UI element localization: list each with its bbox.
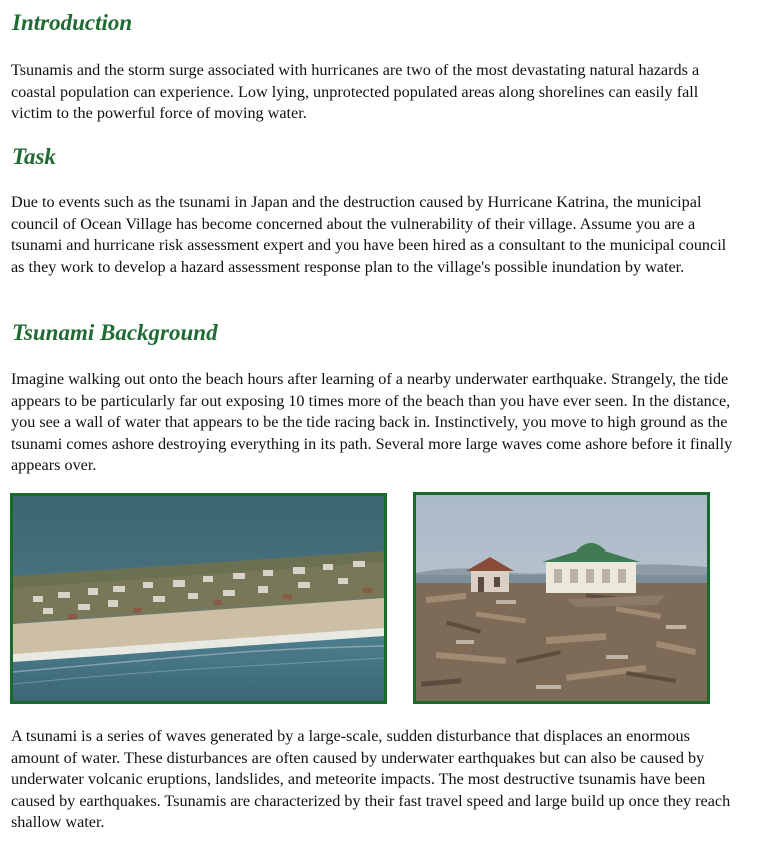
tsunami-background-heading: Tsunami Background xyxy=(12,320,218,345)
aerial-coastline-image xyxy=(13,496,384,701)
tsunami-destruction-image xyxy=(416,495,707,701)
aerial-coastline-photo xyxy=(10,493,387,704)
introduction-heading: Introduction xyxy=(12,10,133,35)
introduction-paragraph: Tsunamis and the storm surge associated with hurricanes are two of the most devastating natural hazards a coastal population can experience. Low lying, unprotected populated areas along shorelines can easily fall victim to the powerful force of moving water. xyxy=(11,61,700,123)
task-paragraph: Due to events such as the tsunami in Japan and the destruction caused by Hurricane Katrina, the municipal council of Ocean Village has become concerned about the vulnerability of their village. Assume you are a tsunami and hurricane risk assessment expert and you have been hired as a consultant to the municipal council as they work to develop a hazard assessment response plan to the village's possible inundation by water. xyxy=(11,193,727,276)
task-heading: Task xyxy=(12,144,56,169)
tsunami-destruction-photo xyxy=(413,492,710,704)
tsunami-background-paragraph: Imagine walking out onto the beach hours after learning of a nearby underwater earthquake. Strangely, the tide appears to be particularly far out exposing 10 times more of the beach than you have ever seen. In the distance, you see a wall of water that appears to be the tide racing back in. Instinctively, you move to high ground as the tsunami comes ashore destroying everything in its path. Several more large waves come ashore before it finally appears over. xyxy=(11,370,733,475)
tsunami-definition-paragraph: A tsunami is a series of waves generated by a large-scale, sudden disturbance that displaces an enormous amount of water. These disturbances are often caused by underwater earthquakes but can also be caused by underwater volcanic eruptions, landslides, and meteorite impacts. The most destructive tsunamis have been caused by earthquakes. Tsunamis are characterized by their fast travel speed and large build up once they reach shallow water. xyxy=(11,727,731,832)
